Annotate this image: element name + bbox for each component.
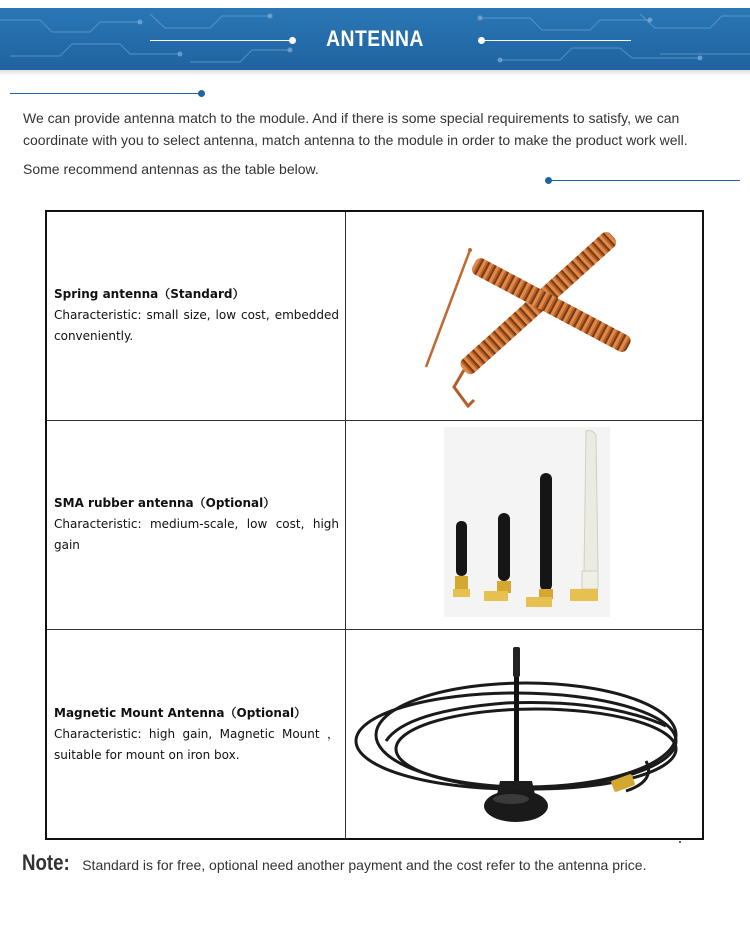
antenna-description: Characteristic: medium-scale, low cost, high gain [54,517,339,553]
stray-mark [679,841,681,843]
antenna-image-cell [346,630,704,839]
divider-top-dot [198,90,205,97]
antenna-image-cell [346,420,704,629]
antenna-name: SMA rubber antenna（Optional） [54,496,276,511]
header-banner [0,8,750,70]
banner-shadow [0,70,750,76]
table-row [46,630,703,839]
sma-rubber-antenna-image [346,421,702,628]
antenna-description: Characteristic: small size, low cost, embedded conveniently. [54,308,339,344]
divider-right [550,180,740,181]
banner-title: ANTENNA [326,26,424,51]
antenna-info-cell [46,420,346,629]
antenna-name: Magnetic Mount Antenna（Optional） [54,705,307,720]
note [22,850,742,878]
note-text: Standard is for free, optional need another payment and the cost refer to the antenna price. [82,857,647,873]
antenna-info-cell [46,211,346,420]
antenna-name: Spring antenna（Standard） [54,287,245,302]
antenna-info-cell [46,630,346,839]
magnetic-mount-antenna-image [346,631,702,838]
intro-table-lead: Some recommend antennas as the table below. [23,161,319,177]
table-row [46,420,703,629]
table-row [46,211,703,420]
note-label: Note: [22,850,70,875]
intro-paragraph: We can provide antenna match to the module. And if there is some special requirements to satisfy, we can coordinate with you to select antenna, match antenna to the module in order to make the product work well. [23,110,688,148]
antenna-table [45,210,704,840]
spring-antenna-image [346,212,702,419]
divider-top [10,93,200,94]
antenna-image-cell [346,211,704,420]
antenna-description: Characteristic: high gain, Magnetic Mount ， suitable for mount on iron box. [54,726,339,762]
